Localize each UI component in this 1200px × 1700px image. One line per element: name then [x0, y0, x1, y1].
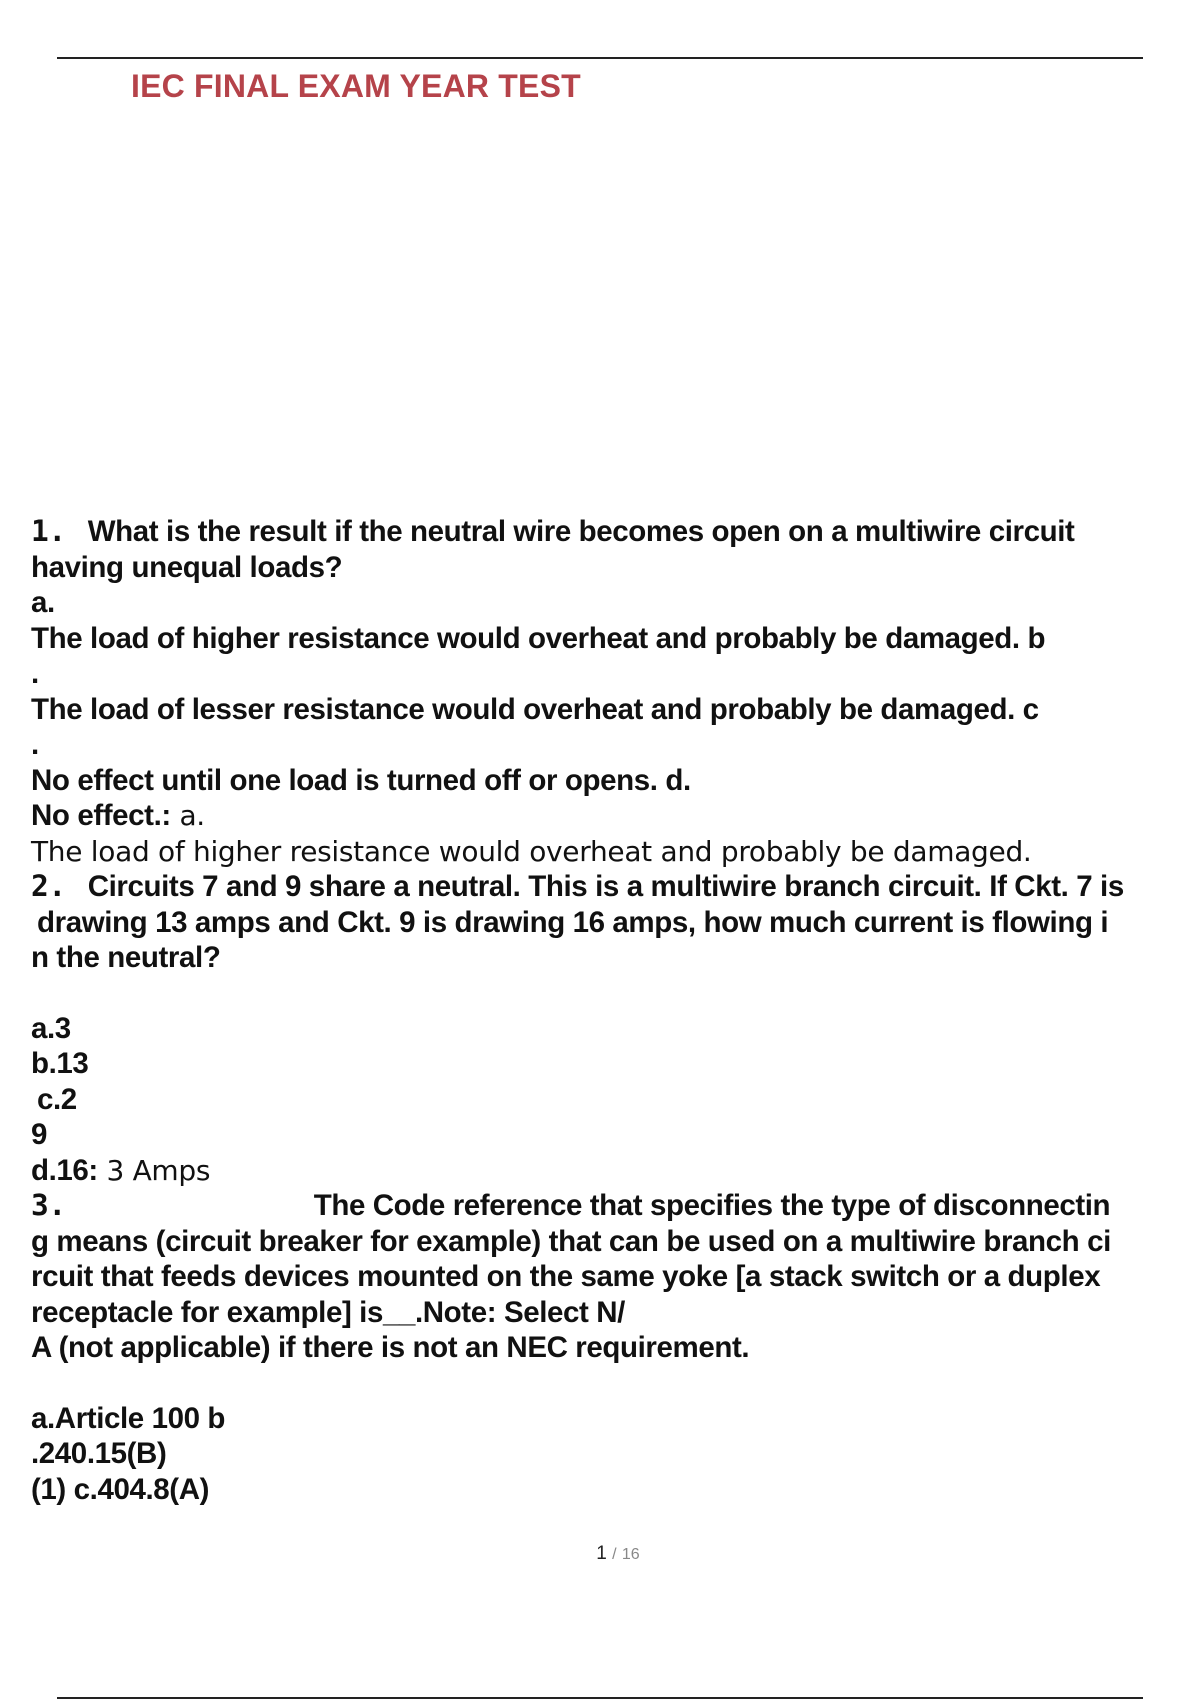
question-text-line: drawing 13 amps and Ckt. 9 is drawing 16 amps, how much current is flowing i: [37, 905, 1109, 939]
page-indicator: [0, 1543, 1200, 1565]
page-separator: /: [612, 1546, 617, 1563]
top-rule: [57, 57, 1143, 59]
option-label: a.: [31, 586, 55, 619]
option-text: c.2: [37, 1082, 77, 1116]
option-text: 9: [31, 1118, 48, 1151]
question-3: [31, 1188, 1193, 1507]
option-text: d.16:: [31, 1153, 98, 1187]
option-text: The load of lesser resistance would overheat and probably be damaged. c: [31, 692, 1039, 726]
option-separator: .: [31, 728, 39, 761]
option-text: No effect.:: [31, 799, 171, 832]
question-1: [31, 514, 1193, 869]
question-text-line: having unequal loads?: [31, 550, 343, 584]
question-text-line: n the neutral?: [31, 941, 221, 974]
question-text-line: rcuit that feeds devices mounted on the same yoke [a stack switch or a duplex: [31, 1260, 1101, 1293]
answer-inline: a.: [170, 799, 205, 832]
question-number: 1.: [31, 514, 66, 548]
question-text-line: Circuits 7 and 9 share a neutral. This is a multiwire branch circuit. If Ckt. 7 is: [87, 870, 1124, 903]
page-current: 1: [596, 1543, 607, 1564]
answer-text: The load of higher resistance would overheat and probably be damaged.: [31, 834, 1032, 868]
bottom-rule: [57, 1697, 1143, 1699]
question-text-line: What is the result if the neutral wire becomes open on a multiwire circuit: [87, 515, 1075, 548]
question-number: 2.: [31, 869, 66, 903]
option-separator: .: [31, 657, 39, 690]
answer-inline: 3 Amps: [97, 1153, 211, 1187]
option-text: (1) c.404.8(A): [31, 1472, 210, 1506]
question-text-line: receptacle for example] is__.Note: Select N/: [31, 1295, 625, 1329]
question-text-line: A (not applicable) if there is not an NEC requirement.: [31, 1331, 750, 1364]
document-body: [31, 514, 1193, 1507]
question-2: [31, 869, 1193, 1188]
option-text: a.Article 100 b: [31, 1401, 226, 1435]
option-text: No effect until one load is turned off or opens. d.: [31, 763, 691, 797]
document-title: IEC FINAL EXAM YEAR TEST: [131, 68, 581, 104]
option-text: a.3: [31, 1011, 71, 1045]
question-text-line: g means (circuit breaker for example) that can be used on a multiwire branch ci: [31, 1224, 1111, 1258]
page-total: 16: [621, 1546, 640, 1563]
question-number: 3.: [31, 1188, 66, 1222]
question-text-line: The Code reference that specifies the type of disconnectin: [313, 1189, 1111, 1222]
option-text: .240.15(B): [31, 1437, 167, 1470]
option-text: b.13: [31, 1047, 89, 1080]
option-text: The load of higher resistance would overheat and probably be damaged. b: [31, 621, 1046, 655]
